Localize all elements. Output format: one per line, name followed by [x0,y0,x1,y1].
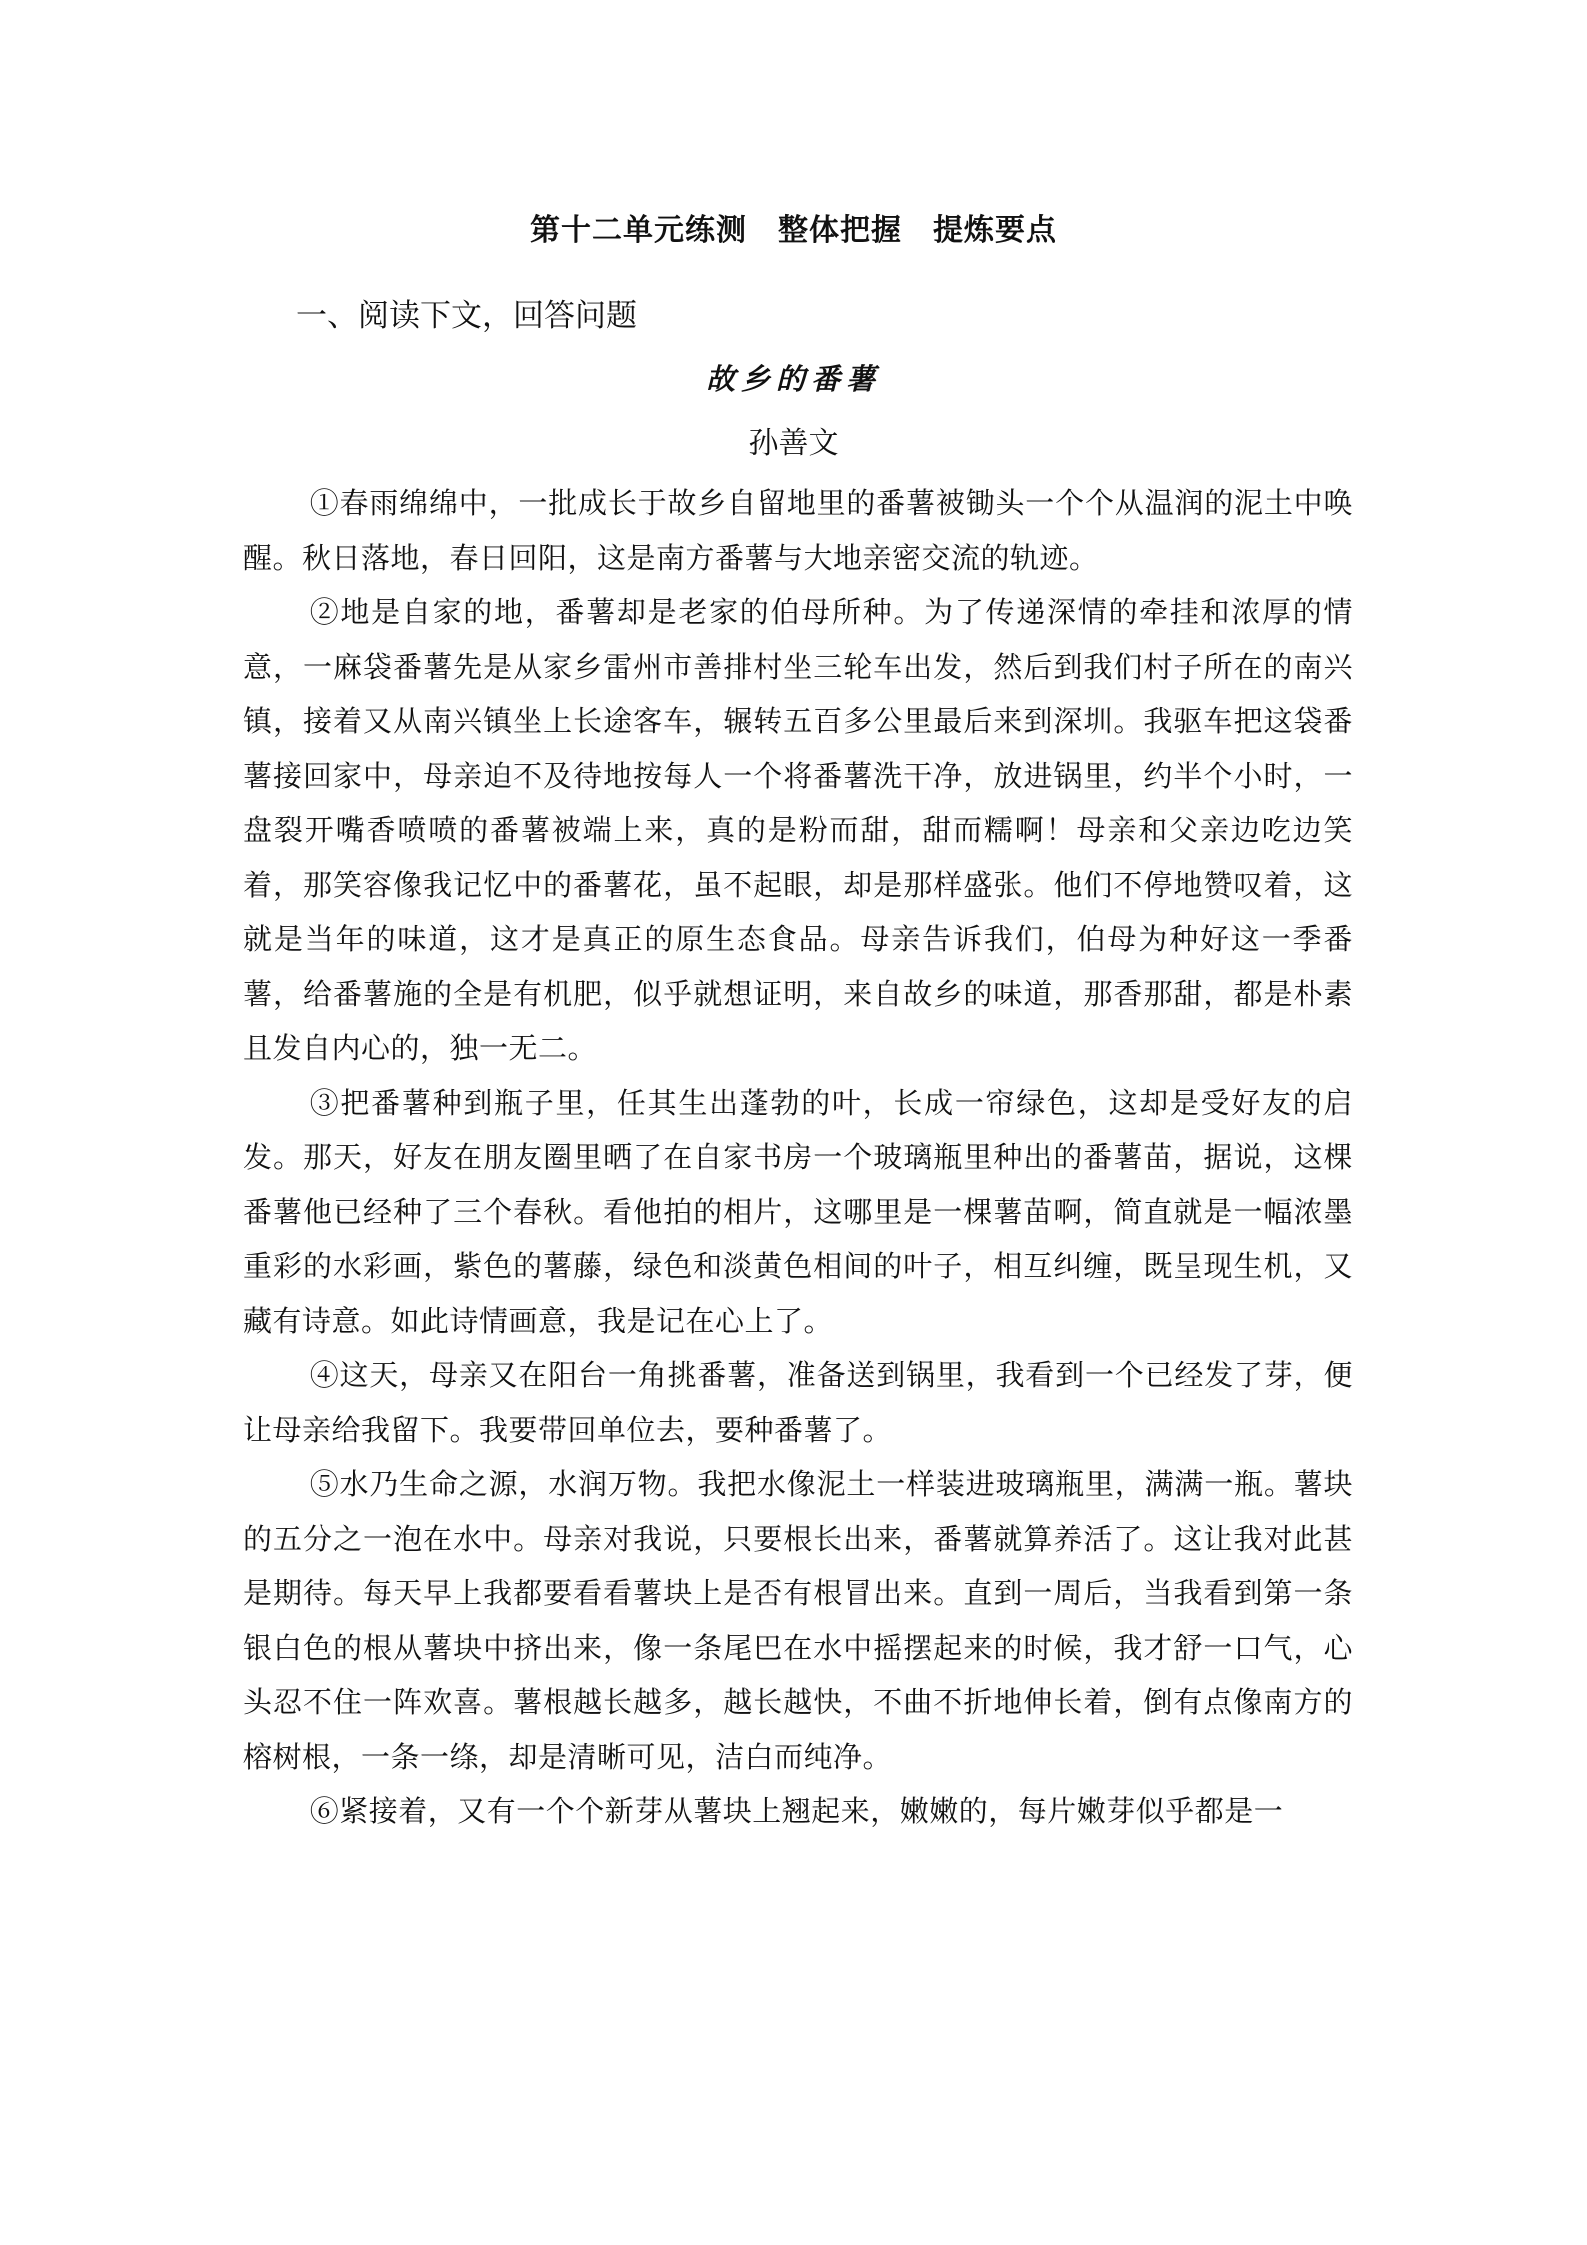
article-author: 孙善文 [748,426,839,461]
paragraph-2: ②地是自家的地，番薯却是老家的伯母所种。为了传递深情的牵挂和浓厚的情意，一麻袋番薯先是从家乡雷州市善排村坐三轮车出发，然后到我们村子所在的南兴镇，接着又从南兴镇坐上长途客车，辗转五百多公里最后来到深圳。我驱车把这袋番薯接回家中，母亲迫不及待地按每人一个将番薯洗干净，放进锅里，约半个小时，一盘裂开嘴香喷喷的番薯被端上来，真的是粉而甜，甜而糯啊！母亲和父亲边吃边笑着，那笑容像我记忆中的番薯花，虽不起眼，却是那样盛张。他们不停地赞叹着，这就是当年的味道，这才是真正的原生态食品。母亲告诉我们，伯母为种好这一季番薯，给番薯施的全是有机肥，似乎就想证明，来自故乡的味道，那香那甜，都是朴素且发自内心的，独一无二。 [243,595,1353,1065]
paragraph-3: ③把番薯种到瓶子里，任其生出蓬勃的叶，长成一帘绿色，这却是受好友的启发。那天，好友在朋友圈里晒了在自家书房一个玻璃瓶里种出的番薯苗，据说，这棵番薯他已经种了三个春秋。看他拍的相片，这哪里是一棵薯苗啊，简直就是一幅浓墨重彩的水彩画，紫色的薯藤，绿色和淡黄色相间的叶子，相互纠缠，既呈现生机，又藏有诗意。如此诗情画意，我是记在心上了。 [243,1085,1353,1338]
paragraph-4: ④这天，母亲又在阳台一角挑番薯，准备送到锅里，我看到一个已经发了芽，便让母亲给我留下。我要带回单位去，要种番薯了。 [243,1358,1353,1447]
paragraph-5: ⑤水乃生命之源，水润万物。我把水像泥土一样装进玻璃瓶里，满满一瓶。薯块的五分之一泡在水中。母亲对我说，只要根长出来，番薯就算养活了。这让我对此甚是期待。每天早上我都要看看薯块上是否有根冒出来。直到一周后，当我看到第一条银白色的根从薯块中挤出来，像一条尾巴在水中摇摆起来的时候，我才舒一口气，心头忍不住一阵欢喜。薯根越长越多，越长越快，不曲不折地伸长着，倒有点像南方的榕树根，一条一绦，却是清晰可见，洁白而纯净。 [243,1467,1353,1774]
article-body [243,476,1353,1839]
paragraph-1: ①春雨绵绵中，一批成长于故乡自留地里的番薯被锄头一个个从温润的泥土中唤醒。秋日落地，春日回阳，这是南方番薯与大地亲密交流的轨迹。 [243,486,1353,575]
paragraph-6: ⑥紧接着，又有一个个新芽从薯块上翘起来，嫩嫩的，每片嫩芽似乎都是一 [309,1794,1284,1828]
page-title: 第十二单元练测 整体把握 提炼要点 [530,213,1057,248]
article-title: 故乡的番薯 [705,362,881,396]
section-heading: 一、阅读下文，回答问题 [296,298,637,334]
